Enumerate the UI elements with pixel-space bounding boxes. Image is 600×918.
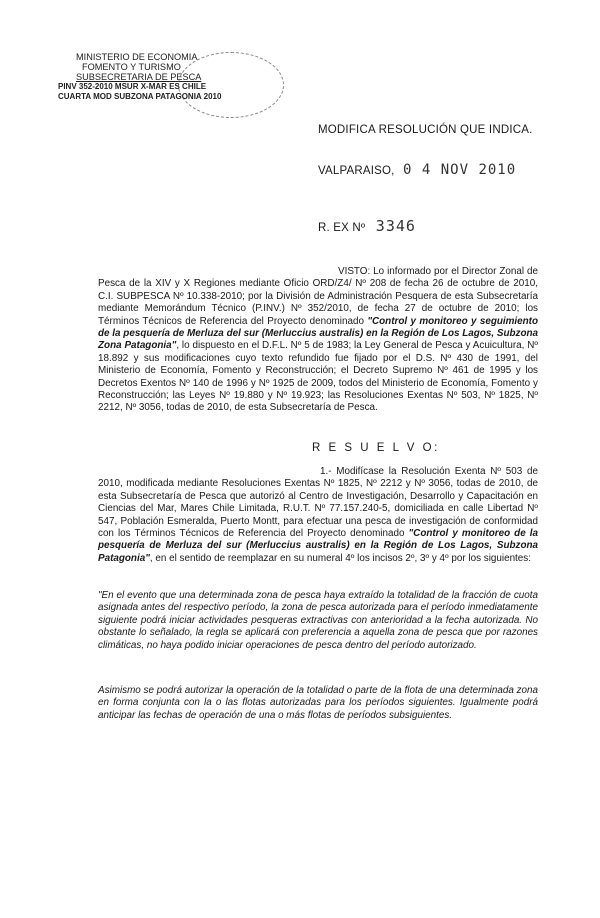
institution-stamp [58,52,248,122]
document-title: MODIFICA RESOLUCIÓN QUE INDICA. [318,124,533,136]
article-1-project-name: "Control y monitoreo de la pesquería de Merluza del sur (Merluccius australis) en la Región de Los Lagos, Subzona Patagonia" [98,528,538,564]
rex-number: 3346 [375,217,416,235]
stamp-subsecretaria: SUBSECRETARIA DE PESCA [76,72,202,82]
visto-lead: VISTO: [338,266,371,277]
quote-paragraph-1: "En el evento que una determinada zona de pesca haya extraído la totalidad de la fracción de cuota asignada antes del respectivo período, la zona de pesca autorizada para el período inmediatamente siguiente podrá iniciar actividades pesqueras extractivas con anterioridad a la fecha autorizada. No obstante lo señalado, la regla se aplicará con preferencia a aquella zona de pesca que por razones climáticas, no haya podido iniciar operaciones de pesca dentro del período autorizado. [98,590,538,651]
stamp-modification: CUARTA MOD SUBZONA PATAGONIA 2010 [58,92,222,101]
visto-text-c: , lo dispuesto en el D.F.L. Nº 5 de 1983; la Ley General de Pesca y Acuicultura, Nº 18.892 y sus modificaciones cuyo texto refundido fue fijado por el D.S. Nº 430 de 1991, del Ministerio de Economía, Fomento y Reconstrucción; el Decreto Supremo Nº 461 de 1995 y los Decretos Exentos Nº 140 de 1996 y Nº 1925 de 2009, todos del Ministerio de Economía, Fomento y Reconstrucción; las Leyes Nº 19.880 y Nº 19.923; las Resoluciones Exentas Nº 503, Nº 1825, Nº 2212, Nº 3056, todas de 2010, de esta Subsecretaría de Pesca. [98,340,538,414]
place-date-line [318,161,516,179]
handwritten-date: 0 4 NOV 2010 [403,162,517,178]
visto-paragraph [98,266,538,415]
rex-label: R. EX Nº [318,222,366,234]
article-1-text-c: , en el sentido de reemplazar en su numeral 4º los incisos 2º, 3º y 4º por los siguientes: [149,552,531,564]
visto-project-name: "Control y monitoreo y seguimiento de la pesquería de Merluza del sur (Merluccius australis) en la Región de Los Lagos, Subzona Zona Patagonia" [98,315,538,352]
stamp-project-code: PINV 352-2010 MSUR X-MAR ES CHILE [58,82,207,91]
resuelvo-heading: R E S U E L V O: [312,442,440,454]
stamp-seal-circle [178,52,284,118]
quote-paragraph-2: Asimismo se podrá autorizar la operación de la totalidad o parte de la flota de una determinada zona en forma conjunta con la o las flotas autorizadas para los períodos siguientes. Igualmente podrá anticipar las fechas de operación de una o más flotas de períodos subsiguientes. [98,685,538,721]
resolution-number-line [318,217,416,236]
article-1-text-a: 1.- Modifícase la Resolución Exenta Nº 503 de 2010, modificada mediante Resoluciones Exentas Nº 1825, Nº 2212 y Nº 3056, todas de 2010, de esta Subsecretaría de Pesca que autorizó al Centro de Investigación, Desarrollo y Capacitación en Ciencias del Mar, Mares Chile Limitada, R.U.T. Nº 77.157.240-5, domiciliada en calle Libertad Nº 547, Población Esmeralda, Puerto Montt, para efectuar una pesca de investigación de conformidad con los Términos Técnicos de Referencia del Proyecto denominado [98,466,538,540]
stamp-ministry: MINISTERIO DE ECONOMIA [76,52,198,62]
article-1-paragraph [98,466,538,565]
place-label: VALPARAISO, [318,165,395,177]
visto-text-a: Lo informado por el Director Zonal de Pesca de la XIV y X Regiones mediante Oficio ORD/Z4/ Nº 208 de fecha 26 de octubre de 2010, C.I. SUBPESCA Nº 10.338-2010; por la División de Administración Pesquera de esta Subsecretaría mediante Memorándum Técnico (P.INV.) Nº 352/2010, de fecha 27 de octubre de 2010; los Términos Técnicos de Referencia del Proyecto denominado [98,266,538,327]
stamp-fomento: FOMENTO Y TURISMO [82,62,181,72]
